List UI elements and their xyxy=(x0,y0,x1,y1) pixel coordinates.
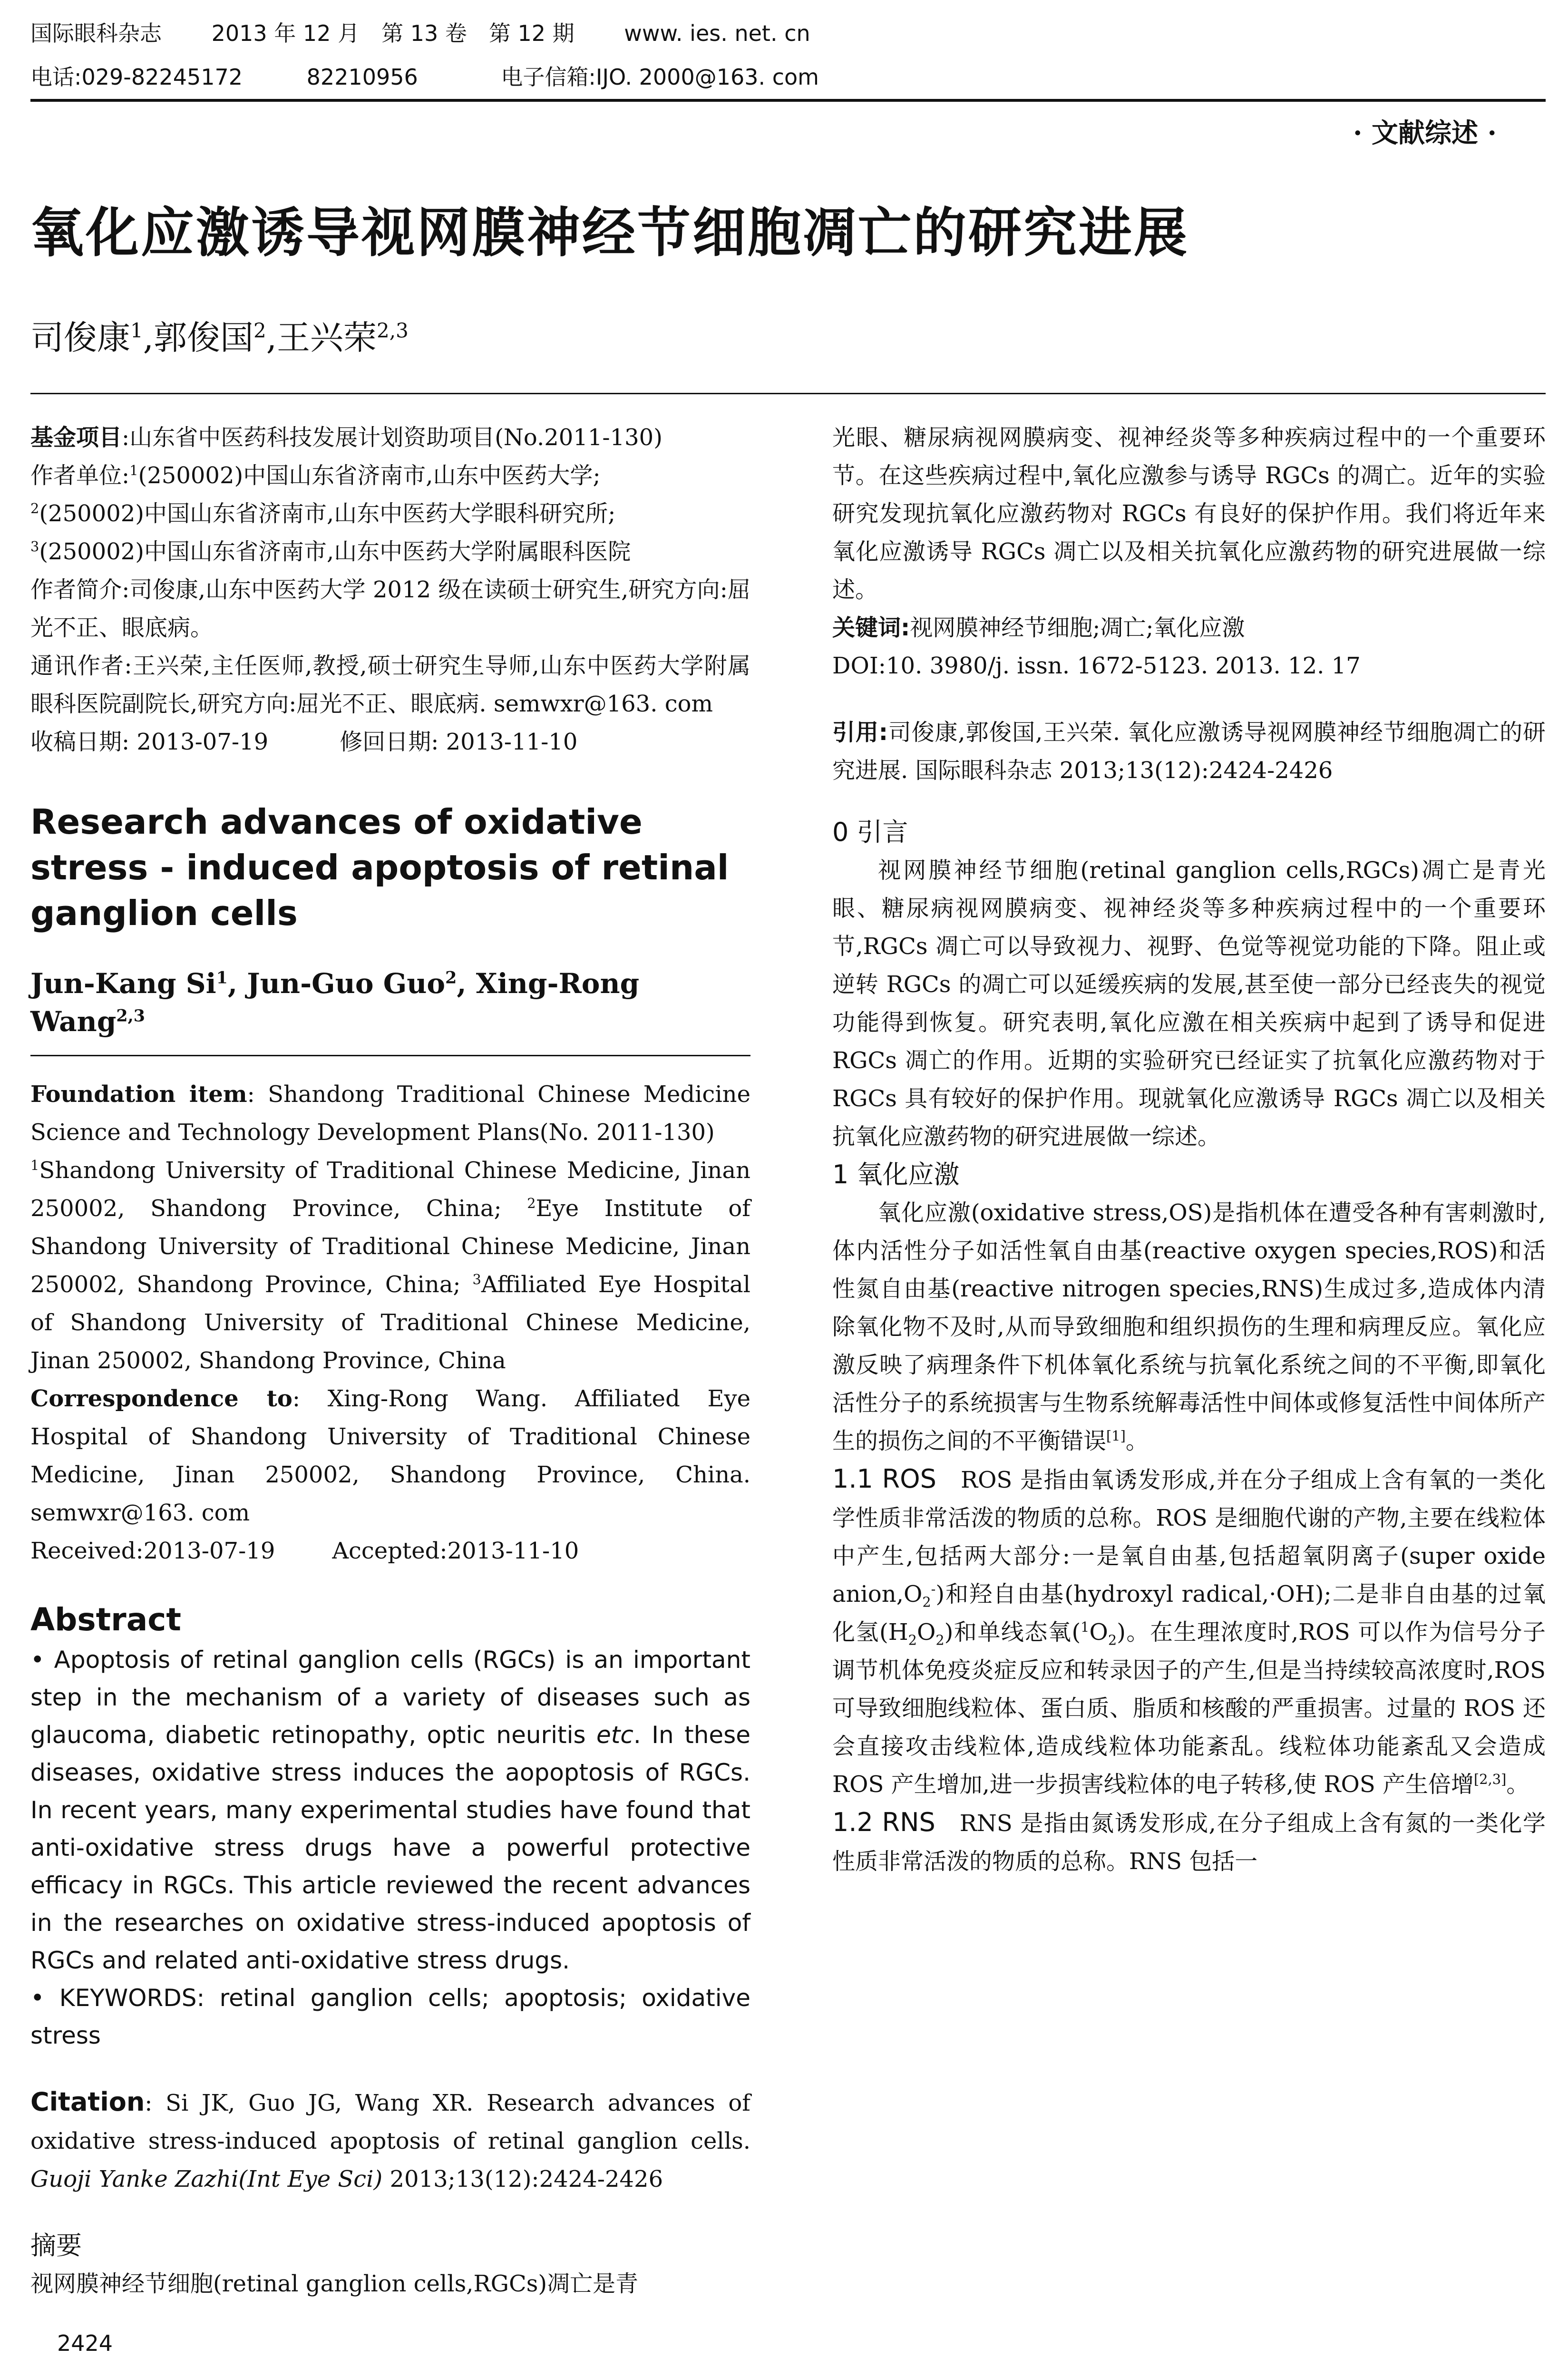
author-units: 作者单位:$^1$(250002)中国山东省济南市,山东中医药大学; $^2$(250002)中国山东省济南市,山东中医药大学眼科研究所; $^3$(250002)中国山东省济南市,山东中医药大学附属眼科医院 xyxy=(30,462,631,565)
authors-cn: 司俊康$^1$,郭俊国$^2$,王兴荣$^{2,3}$ xyxy=(30,318,409,357)
header-rule xyxy=(30,99,1546,102)
fund-info: 基金项目:山东省中医药科技发展计划资助项目(No.2011-130) xyxy=(30,424,662,451)
journal-header-line1 xyxy=(30,19,810,48)
doi: DOI:10. 3980/j. issn. 1672-5123. 2013. 12. 17 xyxy=(832,653,1361,679)
section-1-1-paragraph: 1.1 ROS ROS 是指由氧诱发形成,并在分子组成上含有氧的一类化学性质非常活泼的物质的总称。ROS 是细胞代谢的产物,主要在线粒体中产生,包括两大部分:一是氧自由基,包括超氧阴离子(super oxide $anion,O_2^-$)和羟自由基(hydroxyl radical,·OH);二是非自由基的过氧化氢$(H_2O_2)$和单线态氧$(^1O_2)$。在生理浓度时,ROS 可以作为信号分子调节机体免疫炎症反应和转录因子的产生,但是当持续较高浓度时,ROS 可导致细胞线粒体、蛋白质、脂质和核酸的严重损害。过量的 ROS 还会直接攻击线粒体,造成线粒体功能紊乱。线粒体功能紊乱又会造成 ROS 产生增加,进一步损害线粒体的电子转移,使 ROS 产生倍增[2,3]。 xyxy=(832,1464,1546,1798)
page-title: 氧化应激诱导视网膜神经节细胞凋亡的研究进展 xyxy=(30,202,1189,264)
abstract-heading: Abstract xyxy=(30,1601,181,1638)
journal-email: 电子信箱:IJO. 2000@163. com xyxy=(501,64,819,90)
section-0-heading: 0 引言 xyxy=(832,817,908,847)
journal-header-line2 xyxy=(30,63,819,91)
section-1-2-paragraph: 1.2 RNS RNS 是指由氮诱发形成,在分子组成上含有氮的一类化学性质非常活泼的物质的总称。RNS 包括一 xyxy=(832,1807,1546,1875)
affiliations-en: $^1$Shandong University of Traditional Chinese Medicine, Jinan 250002, Shandong Province, China; $^2$Eye Institute of Shandong University of Traditional Chinese Medicine, Jinan 250002, Shandong Province, China; $^3$Affiliated Eye Hospital of Shandong University of Traditional Chinese Medicine, Jinan 250002, Shandong Province, China xyxy=(30,1157,750,1374)
journal-website: www. ies. net. cn xyxy=(624,20,810,46)
author-cn-1: 司俊康 xyxy=(30,318,130,357)
keywords-en: • KEYWORDS: retinal ganglion cells; apoptosis; oxidative stress xyxy=(30,1984,750,2049)
right-column xyxy=(832,419,1546,1880)
journal-name: 国际眼科杂志 xyxy=(30,20,162,46)
abstract-cn-start: 视网膜神经节细胞(retinal ganglion cells,RGCs)凋亡是青 xyxy=(30,2270,639,2297)
issue-info: 2013 年 12 月 第 13 卷 第 12 期 xyxy=(211,20,575,46)
abstract-cn-continued: 光眼、糖尿病视网膜病变、视神经炎等多种疾病过程中的一个重要环节。在这些疾病过程中,氧化应激参与诱导 RGCs 的凋亡。近年的实验研究发现抗氧化应激药物对 RGCs 有良好的保护作用。我们将近年来氧化应激诱导 RGCs 凋亡以及相关抗氧化应激药物的研究进展做一综述。 xyxy=(832,424,1546,603)
dates-cn: 收稿日期: 2013-07-19 修回日期: 2013-11-10 xyxy=(30,729,578,755)
title-rule xyxy=(30,393,1546,394)
english-title: Research advances of oxidative stress - induced apoptosis of retinal ganglion cells xyxy=(30,802,729,933)
foundation-item: Foundation item: Shandong Traditional Chinese Medicine Science and Technology Development Plans(No. 2011-130) xyxy=(30,1081,750,1146)
citation-en: Citation: Si JK, Guo JG, Wang XR. Research advances of oxidative stress-induced apoptosis of retinal ganglion cells. Guoji Yanke Zazhi(Int Eye Sci) 2013;13(12):2424-2426 xyxy=(30,2087,750,2192)
section-tag: · 文献综述 · xyxy=(1353,117,1497,149)
keywords-cn: 关键词:视网膜神经节细胞;凋亡;氧化应激 xyxy=(832,614,1245,641)
correspondence-en: Correspondence to: Xing-Rong Wang. Affiliated Eye Hospital of Shandong University of Traditional Chinese Medicine, Jinan 250002, Shandong Province, China. semwxr@163. com xyxy=(30,1385,751,1526)
author-cn-3: 王兴荣 xyxy=(277,318,377,357)
abstract-text: • Apoptosis of retinal ganglion cells (RGCs) is an important step in the mechanism of a variety of diseases such as glaucoma, diabetic retinopathy, optic neuritis etc. In these diseases, oxidative stress induces the aopoptosis of RGCs. In recent years, many experimental studies have found that anti-oxidative stress drugs have a powerful protective efficacy in RGCs. This article reviewed the recent advances in the researches on oxidative stress-induced apoptosis of RGCs and related anti-oxidative stress drugs. xyxy=(30,1646,750,1974)
left-column xyxy=(30,419,750,2303)
citation-cn: 引用:司俊康,郭俊国,王兴荣. 氧化应激诱导视网膜神经节细胞凋亡的研究进展. 国际眼科杂志 2013;13(12):2424-2426 xyxy=(832,719,1546,784)
section-0-paragraph: 视网膜神经节细胞(retinal ganglion cells,RGCs)凋亡是青光眼、糖尿病视网膜病变、视神经炎等多种疾病过程中的一个重要环节,RGCs 凋亡可以导致视力、视野、色觉等视觉功能的下降。阻止或逆转 RGCs 的凋亡可以延缓疾病的发展,甚至使一部分已经丧失的视觉功能得到恢复。研究表明,氧化应激在相关疾病中起到了诱导和促进 RGCs 凋亡的作用。近期的实验研究已经证实了抗氧化应激药物对于 RGCs 具有较好的保护作用。现就氧化应激诱导 RGCs 凋亡以及相关抗氧化应激药物的研究进展做一综述。 xyxy=(832,857,1546,1150)
journal-phone: 电话:029-82245172 xyxy=(30,64,243,90)
section-1-paragraph: 氧化应激(oxidative stress,OS)是指机体在遭受各种有害刺激时,体内活性分子如活性氧自由基(reactive oxygen species,ROS)和活性氮自由基(reactive nitrogen species,RNS)生成过多,造成体内清除氧化物不及时,从而导致细胞和组织损伤的生理和病理反应。氧化应激反映了病理条件下机体氧化系统与抗氧化系统之间的不平衡,即氧化活性分子的系统损害与生物系统解毒活性中间体或修复活性中间体所产生的损伤之间的不平衡错误[1]。 xyxy=(832,1199,1546,1454)
page-number: 2424 xyxy=(57,2330,113,2356)
author-bio: 作者简介:司俊康,山东中医药大学 2012 级在读硕士研究生,研究方向:屈光不正、眼底病。 xyxy=(30,576,750,641)
abstract-cn-heading: 摘要 xyxy=(30,2231,82,2260)
author-cn-2: 郭俊国 xyxy=(154,318,253,357)
dates-en: Received:2013-07-19 Accepted:2013-11-10 xyxy=(30,1538,579,1564)
section-1-heading: 1 氧化应激 xyxy=(832,1159,960,1189)
authors-en: Jun-Kang Si$^1$, Jun-Guo Guo$^2$, Xing-Rong Wang$^{2,3}$ xyxy=(30,967,640,1038)
en-author-rule xyxy=(30,1055,750,1056)
corresponding-author: 通讯作者:王兴荣,主任医师,教授,硕士研究生导师,山东中医药大学附属眼科医院副院长,研究方向:屈光不正、眼底病. semwxr@163. com xyxy=(30,653,750,717)
journal-phone-2: 82210956 xyxy=(306,64,418,90)
